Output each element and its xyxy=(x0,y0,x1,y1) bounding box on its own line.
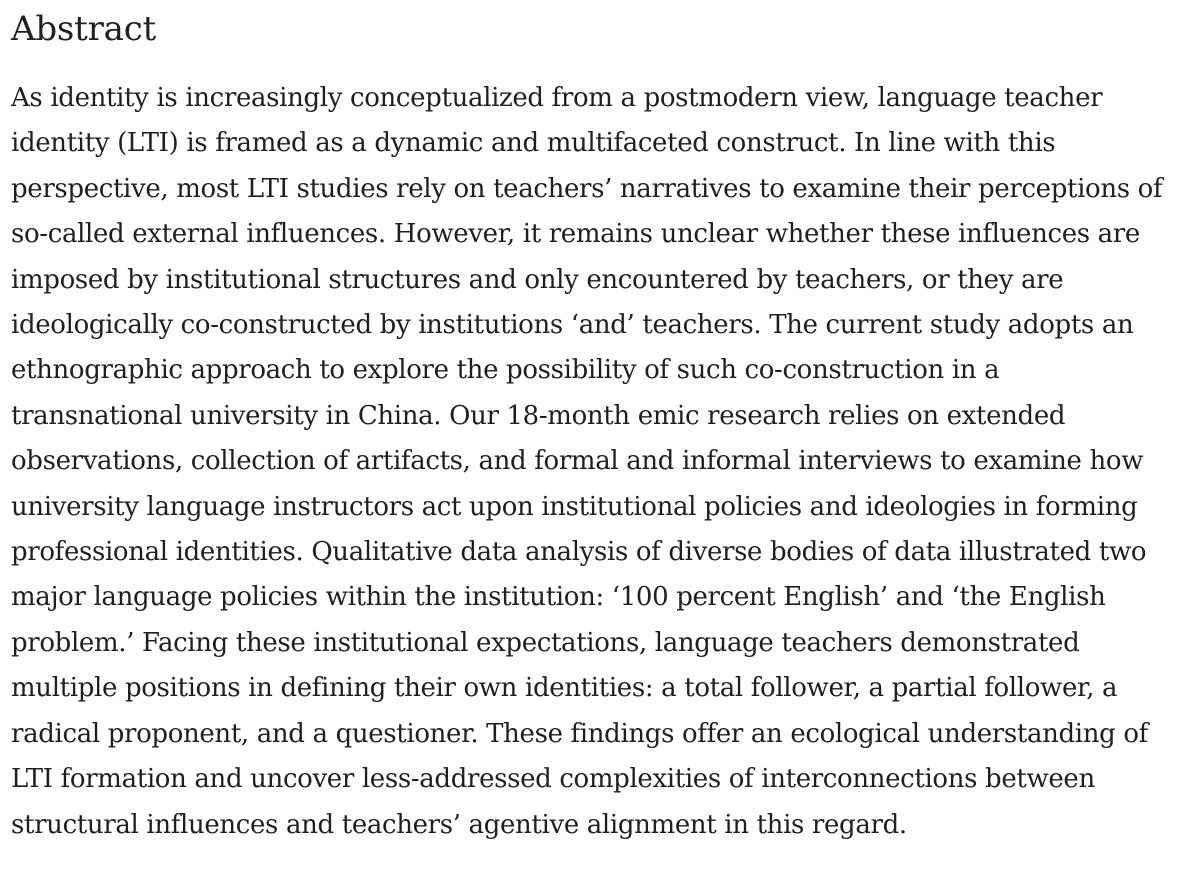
abstract-line: major language policies within the institution: ‘100 percent English’ and ‘the English xyxy=(11,582,1106,613)
abstract-line: imposed by institutional structures and only encountered by teachers, or they are xyxy=(11,264,1064,295)
abstract-line: professional identities. Qualitative data analysis of diverse bodies of data illustrated two xyxy=(11,537,1147,568)
abstract-line: ethnographic approach to explore the possibility of such co-construction in a xyxy=(11,355,1000,386)
abstract-line: structural influences and teachers’ agentive alignment in this regard. xyxy=(11,809,907,840)
abstract-line: LTI formation and uncover less-addressed complexities of interconnections between xyxy=(11,764,1095,795)
abstract-section xyxy=(11,0,1189,848)
abstract-line: university language instructors act upon institutional policies and ideologies in forming xyxy=(11,491,1138,522)
abstract-line: As identity is increasingly conceptualized from a postmodern view, language teacher xyxy=(11,83,1103,113)
abstract-line: observations, collection of artifacts, and formal and informal interviews to examine how xyxy=(11,446,1144,477)
abstract-line: identity (LTI) is framed as a dynamic and multifaceted construct. In line with this xyxy=(11,128,1056,159)
abstract-text xyxy=(11,76,1189,848)
abstract-line: radical proponent, and a questioner. These findings offer an ecological understanding of xyxy=(11,718,1148,749)
abstract-line: transnational university in China. Our 18-month emic research relies on extended xyxy=(11,400,1066,431)
abstract-line: perspective, most LTI studies rely on teachers’ narratives to examine their perceptions of xyxy=(11,173,1163,204)
abstract-line: ideologically co-constructed by institutions ‘and’ teachers. The current study adopts an xyxy=(11,310,1134,341)
abstract-heading: Abstract xyxy=(11,9,157,49)
abstract-line: multiple positions in defining their own identities: a total follower, a partial follower, a xyxy=(11,673,1118,704)
abstract-line: so-called external influences. However, it remains unclear whether these influences are xyxy=(11,219,1140,250)
abstract-line: problem.’ Facing these institutional expectations, language teachers demonstrated xyxy=(11,627,1080,658)
